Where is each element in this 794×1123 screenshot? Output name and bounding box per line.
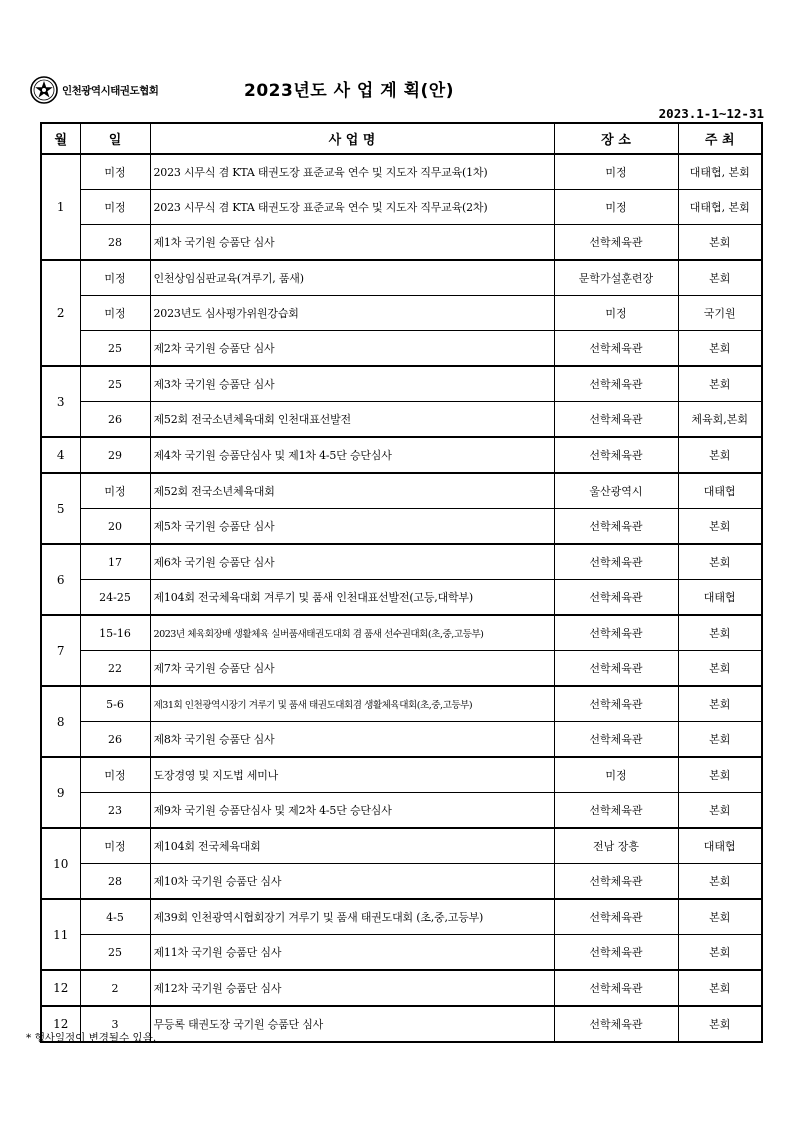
day-cell: 미정 [80,260,150,296]
event-cell: 제4차 국기원 승품단심사 및 제1차 4-5단 승단심사 [150,437,554,473]
place-cell: 선학체육관 [554,366,678,402]
event-cell: 2023 시무식 겸 KTA 태권도장 표준교육 연수 및 지도자 직무교육(1차) [150,154,554,190]
table-row [41,190,762,225]
event-cell: 제2차 국기원 승품단 심사 [150,331,554,367]
footnote: * 행사일정이 변경될수 있음. [26,1032,157,1044]
day-cell: 미정 [80,473,150,509]
column-header-day: 일 [80,123,150,154]
table-body [41,154,762,1042]
day-cell: 17 [80,544,150,580]
association-logo [30,76,158,104]
event-cell: 제104회 전국체육대회 겨루기 및 품새 인천대표선발전(고등,대학부) [150,580,554,616]
host-cell: 본회 [678,331,762,367]
table-row [41,260,762,296]
place-cell: 문학가설훈련장 [554,260,678,296]
day-cell: 미정 [80,828,150,864]
month-cell: 7 [41,615,80,686]
host-cell: 본회 [678,1006,762,1042]
event-cell: 제11차 국기원 승품단 심사 [150,935,554,971]
event-cell: 도장경영 및 지도법 세미나 [150,757,554,793]
column-header-event: 사 업 명 [150,123,554,154]
table-row [41,757,762,793]
host-cell: 본회 [678,544,762,580]
place-cell: 선학체육관 [554,651,678,687]
page-title: 2023년도 사 업 계 획(안) [244,81,454,101]
table-row [41,722,762,758]
table-row [41,225,762,261]
place-cell: 미정 [554,190,678,225]
day-cell: 29 [80,437,150,473]
place-cell: 선학체육관 [554,970,678,1006]
column-header-place: 장 소 [554,123,678,154]
event-cell: 제1차 국기원 승품단 심사 [150,225,554,261]
day-cell: 미정 [80,190,150,225]
day-cell: 20 [80,509,150,545]
event-cell: 제12차 국기원 승품단 심사 [150,970,554,1006]
place-cell: 선학체육관 [554,722,678,758]
event-cell: 제5차 국기원 승품단 심사 [150,509,554,545]
host-cell: 본회 [678,509,762,545]
period-range: 2023.1-1~12-31 [658,106,764,121]
host-cell: 본회 [678,651,762,687]
place-cell: 선학체육관 [554,793,678,829]
table-row [41,580,762,616]
host-cell: 본회 [678,437,762,473]
day-cell: 24-25 [80,580,150,616]
place-cell: 선학체육관 [554,331,678,367]
event-cell: 인천상임심판교육(겨루기, 품새) [150,260,554,296]
event-cell: 제31회 인천광역시장기 겨루기 및 품새 태권도대회겸 생활체육대회(초,중,고등부) [150,686,554,722]
month-cell: 2 [41,260,80,366]
host-cell: 본회 [678,757,762,793]
event-cell: 제39회 인천광역시협회장기 겨루기 및 품새 태권도대회 (초,중,고등부) [150,899,554,935]
table-row [41,296,762,331]
place-cell: 선학체육관 [554,544,678,580]
host-cell: 본회 [678,366,762,402]
place-cell: 선학체육관 [554,1006,678,1042]
place-cell: 미정 [554,296,678,331]
event-cell: 제8차 국기원 승품단 심사 [150,722,554,758]
table-row [41,509,762,545]
day-cell: 3 [80,1006,150,1042]
host-cell: 대태협 [678,828,762,864]
event-cell: 2023 시무식 겸 KTA 태권도장 표준교육 연수 및 지도자 직무교육(2차) [150,190,554,225]
host-cell: 체육회,본회 [678,402,762,438]
host-cell: 대태협 [678,473,762,509]
month-cell: 9 [41,757,80,828]
table-row [41,970,762,1006]
organization-name: 인천광역시태권도협회 [62,84,159,97]
place-cell: 미정 [554,154,678,190]
month-cell: 12 [41,970,80,1006]
event-cell: 제10차 국기원 승품단 심사 [150,864,554,900]
host-cell: 본회 [678,899,762,935]
month-cell: 4 [41,437,80,473]
day-cell: 26 [80,722,150,758]
table-header-row [41,123,762,154]
place-cell: 미정 [554,757,678,793]
host-cell: 대태협, 본회 [678,190,762,225]
document-header [30,74,764,108]
month-cell: 6 [41,544,80,615]
host-cell: 대태협, 본회 [678,154,762,190]
month-cell: 10 [41,828,80,899]
table-row [41,615,762,651]
day-cell: 5-6 [80,686,150,722]
day-cell: 25 [80,331,150,367]
event-cell: 제9차 국기원 승품단심사 및 제2차 4-5단 승단심사 [150,793,554,829]
host-cell: 본회 [678,722,762,758]
host-cell: 대태협 [678,580,762,616]
place-cell: 선학체육관 [554,225,678,261]
place-cell: 선학체육관 [554,509,678,545]
day-cell: 25 [80,935,150,971]
event-cell: 제104회 전국체육대회 [150,828,554,864]
event-cell: 2023년도 심사평가위원강습회 [150,296,554,331]
day-cell: 28 [80,225,150,261]
day-cell: 26 [80,402,150,438]
host-cell: 본회 [678,260,762,296]
table-row [41,828,762,864]
month-cell: 8 [41,686,80,757]
table-row [41,899,762,935]
day-cell: 28 [80,864,150,900]
table-row [41,473,762,509]
table-row [41,544,762,580]
column-header-month: 월 [41,123,80,154]
table-row [41,864,762,900]
host-cell: 본회 [678,686,762,722]
place-cell: 선학체육관 [554,935,678,971]
table-row [41,154,762,190]
table-row [41,331,762,367]
event-cell: 제7차 국기원 승품단 심사 [150,651,554,687]
table-row [41,437,762,473]
day-cell: 15-16 [80,615,150,651]
month-cell: 11 [41,899,80,970]
host-cell: 본회 [678,793,762,829]
place-cell: 선학체육관 [554,437,678,473]
business-plan-table [40,122,763,1043]
host-cell: 본회 [678,225,762,261]
day-cell: 22 [80,651,150,687]
event-cell: 제52회 전국소년체육대회 인천대표선발전 [150,402,554,438]
month-cell: 12 [41,1006,80,1042]
place-cell: 선학체육관 [554,864,678,900]
day-cell: 23 [80,793,150,829]
place-cell: 전남 장흥 [554,828,678,864]
place-cell: 선학체육관 [554,686,678,722]
host-cell: 본회 [678,615,762,651]
event-cell: 제3차 국기원 승품단 심사 [150,366,554,402]
table-row [41,402,762,438]
day-cell: 미정 [80,154,150,190]
host-cell: 본회 [678,970,762,1006]
host-cell: 국기원 [678,296,762,331]
place-cell: 선학체육관 [554,580,678,616]
place-cell: 울산광역시 [554,473,678,509]
table-row [41,935,762,971]
day-cell: 4-5 [80,899,150,935]
place-cell: 선학체육관 [554,899,678,935]
day-cell: 25 [80,366,150,402]
day-cell: 2 [80,970,150,1006]
month-cell: 1 [41,154,80,260]
table-row [41,366,762,402]
place-cell: 선학체육관 [554,615,678,651]
month-cell: 5 [41,473,80,544]
host-cell: 본회 [678,864,762,900]
association-seal-icon [30,76,58,104]
event-cell: 제6차 국기원 승품단 심사 [150,544,554,580]
table-row [41,793,762,829]
column-header-host: 주 최 [678,123,762,154]
place-cell: 선학체육관 [554,402,678,438]
event-cell: 무등록 태권도장 국기원 승품단 심사 [150,1006,554,1042]
event-cell: 제52회 전국소년체육대회 [150,473,554,509]
event-cell: 2023년 체육회장배 생활체육 실버품새태권도대회 겸 품새 선수권대회(초,중,고등부) [150,615,554,651]
host-cell: 본회 [678,935,762,971]
table-row [41,651,762,687]
month-cell: 3 [41,366,80,437]
day-cell: 미정 [80,296,150,331]
day-cell: 미정 [80,757,150,793]
table-row [41,686,762,722]
